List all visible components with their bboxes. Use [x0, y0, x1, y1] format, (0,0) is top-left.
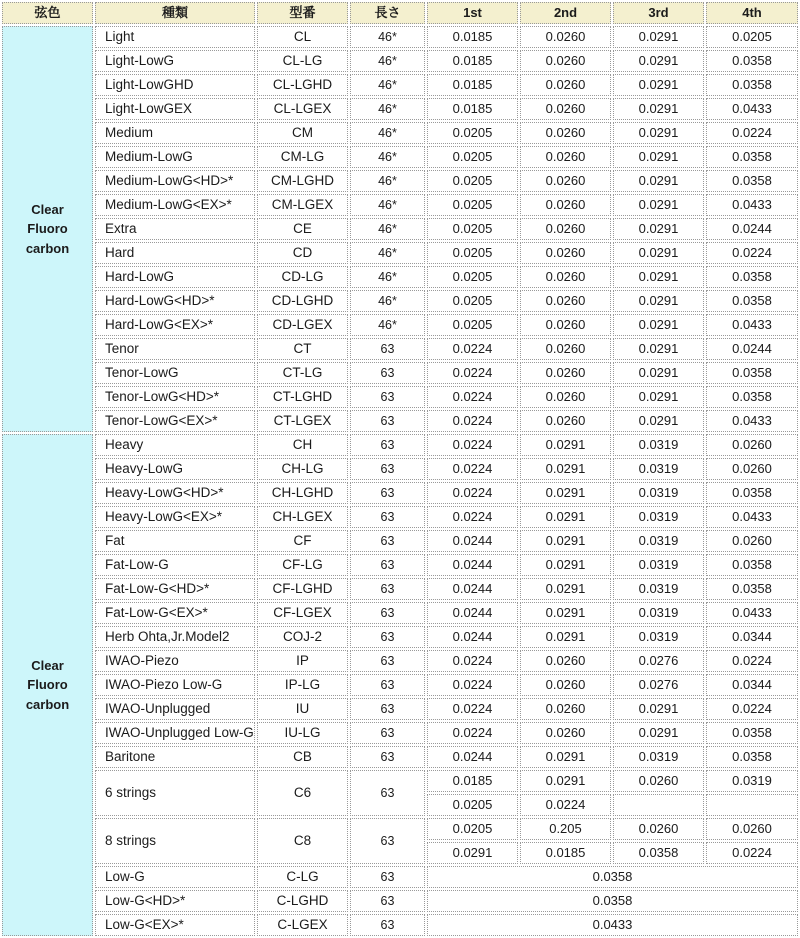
gauge-value-cell: 0.0260 — [520, 242, 611, 264]
gauge-value-cell: 0.0224 — [706, 242, 798, 264]
gauge-value-cell: 0.0205 — [427, 266, 518, 288]
table-row — [2, 362, 798, 384]
gauge-value-cell: 0.0319 — [613, 626, 704, 648]
gauge-value-cell: 0.0260 — [520, 146, 611, 168]
type-cell: 8 strings — [95, 818, 255, 864]
table-row — [2, 194, 798, 216]
gauge-value-cell: 0.0291 — [520, 458, 611, 480]
gauge-value-cell: 0.0205 — [706, 26, 798, 48]
gauge-value-cell: 0.0260 — [520, 698, 611, 720]
model-cell: CF-LGEX — [257, 602, 348, 624]
gauge-value-cell: 0.0291 — [613, 386, 704, 408]
length-cell: 46* — [350, 218, 425, 240]
table-row — [2, 218, 798, 240]
gauge-value-cell: 0.0205 — [427, 818, 518, 840]
model-cell: CH-LGEX — [257, 506, 348, 528]
table-row — [2, 722, 798, 744]
model-cell: CL-LG — [257, 50, 348, 72]
type-cell: Medium-LowG<HD>* — [95, 170, 255, 192]
gauge-value-cell: 0.0291 — [613, 122, 704, 144]
gauge-value-cell: 0.0260 — [520, 50, 611, 72]
gauge-value-cell: 0.0260 — [520, 74, 611, 96]
gauge-value-cell: 0.0185 — [427, 770, 518, 792]
model-cell: IU-LG — [257, 722, 348, 744]
gauge-value-cell: 0.0260 — [520, 362, 611, 384]
type-cell: Light-LowGEX — [95, 98, 255, 120]
length-cell: 63 — [350, 554, 425, 576]
length-cell: 63 — [350, 458, 425, 480]
table-row — [2, 242, 798, 264]
type-cell: Heavy-LowG — [95, 458, 255, 480]
gauge-value-cell: 0.0358 — [427, 866, 798, 888]
gauge-value-cell: 0.0291 — [613, 290, 704, 312]
type-cell: Hard-LowG<EX>* — [95, 314, 255, 336]
length-cell: 46* — [350, 146, 425, 168]
gauge-value-cell: 0.0205 — [427, 146, 518, 168]
type-cell: Fat — [95, 530, 255, 552]
column-header: 3rd — [613, 2, 704, 24]
length-cell: 46* — [350, 74, 425, 96]
model-cell: CL-LGEX — [257, 98, 348, 120]
length-cell: 63 — [350, 818, 425, 864]
gauge-value-cell: 0.0260 — [613, 770, 704, 792]
model-cell: CT — [257, 338, 348, 360]
gauge-value-cell: 0.0205 — [427, 794, 518, 816]
gauge-value-cell: 0.0224 — [427, 722, 518, 744]
model-cell: IP — [257, 650, 348, 672]
gauge-value-cell: 0.0224 — [427, 674, 518, 696]
type-cell: Baritone — [95, 746, 255, 768]
length-cell: 63 — [350, 914, 425, 936]
gauge-value-cell: 0.0291 — [520, 746, 611, 768]
length-cell: 63 — [350, 506, 425, 528]
gauge-value-cell: 0.0224 — [427, 434, 518, 456]
length-cell: 46* — [350, 266, 425, 288]
gauge-value-cell: 0.0358 — [706, 578, 798, 600]
gauge-value-cell: 0.0291 — [520, 578, 611, 600]
column-header: 長さ — [350, 2, 425, 24]
model-cell: C6 — [257, 770, 348, 816]
length-cell: 63 — [350, 698, 425, 720]
column-header: 4th — [706, 2, 798, 24]
table-row — [2, 98, 798, 120]
gauge-value-cell: 0.0224 — [427, 458, 518, 480]
table-row — [2, 698, 798, 720]
type-cell: IWAO-Unplugged — [95, 698, 255, 720]
gauge-value-cell: 0.0224 — [427, 386, 518, 408]
length-cell: 63 — [350, 746, 425, 768]
gauge-value-cell: 0.0319 — [613, 458, 704, 480]
length-cell: 63 — [350, 866, 425, 888]
gauge-value-cell: 0.0260 — [520, 122, 611, 144]
type-cell: Tenor-LowG — [95, 362, 255, 384]
gauge-value-cell: 0.0291 — [613, 74, 704, 96]
gauge-value-cell: 0.0205 — [427, 218, 518, 240]
gauge-value-cell: 0.0260 — [706, 434, 798, 456]
type-cell: Fat-Low-G — [95, 554, 255, 576]
gauge-value-cell: 0.0433 — [706, 98, 798, 120]
gauge-value-cell: 0.0185 — [427, 50, 518, 72]
table-row — [2, 458, 798, 480]
gauge-value-cell: 0.0260 — [706, 458, 798, 480]
gauge-value-cell: 0.0244 — [427, 602, 518, 624]
gauge-value-cell: 0.0185 — [520, 842, 611, 864]
length-cell: 46* — [350, 170, 425, 192]
table-row — [2, 410, 798, 432]
gauge-value-cell: 0.0260 — [520, 194, 611, 216]
gauge-value-cell: 0.0244 — [427, 578, 518, 600]
gauge-value-cell: 0.0224 — [427, 362, 518, 384]
gauge-value-cell: 0.0185 — [427, 98, 518, 120]
table-row — [2, 674, 798, 696]
model-cell: CD — [257, 242, 348, 264]
table-row — [2, 578, 798, 600]
gauge-value-cell: 0.0244 — [427, 626, 518, 648]
gauge-value-cell: 0.0260 — [520, 722, 611, 744]
model-cell: COJ-2 — [257, 626, 348, 648]
length-cell: 63 — [350, 722, 425, 744]
type-cell: Low-G<EX>* — [95, 914, 255, 936]
gauge-value-cell: 0.0244 — [427, 530, 518, 552]
gauge-value-cell: 0.0358 — [706, 266, 798, 288]
gauge-value-cell: 0.0319 — [613, 602, 704, 624]
gauge-value-cell: 0.0260 — [520, 386, 611, 408]
gauge-value-cell: 0.0319 — [613, 746, 704, 768]
gauge-value-cell: 0.0244 — [706, 218, 798, 240]
gauge-value-cell: 0.0291 — [520, 506, 611, 528]
gauge-value-cell: 0.0205 — [427, 170, 518, 192]
gauge-value-cell: 0.0224 — [427, 506, 518, 528]
gauge-value-cell: 0.0319 — [613, 506, 704, 528]
model-cell: CF-LG — [257, 554, 348, 576]
gauge-value-cell: 0.0244 — [706, 338, 798, 360]
model-cell: CM-LGEX — [257, 194, 348, 216]
type-cell: Hard-LowG<HD>* — [95, 290, 255, 312]
table-row — [2, 170, 798, 192]
gauge-value-cell — [613, 794, 704, 816]
type-cell: Fat-Low-G<EX>* — [95, 602, 255, 624]
type-cell: Tenor — [95, 338, 255, 360]
table-row — [2, 434, 798, 456]
table-body — [2, 2, 798, 936]
length-cell: 63 — [350, 578, 425, 600]
gauge-value-cell: 0.0433 — [706, 506, 798, 528]
group-label-cell: Clear Fluoro carbon — [2, 434, 93, 936]
gauge-value-cell: 0.0291 — [613, 218, 704, 240]
gauge-value-cell: 0.0276 — [613, 650, 704, 672]
model-cell: CH — [257, 434, 348, 456]
type-cell: Medium-LowG<EX>* — [95, 194, 255, 216]
table-row — [2, 914, 798, 936]
length-cell: 63 — [350, 338, 425, 360]
gauge-value-cell: 0.0433 — [427, 914, 798, 936]
gauge-value-cell: 0.0358 — [706, 482, 798, 504]
table-row — [2, 386, 798, 408]
type-cell: Medium — [95, 122, 255, 144]
gauge-value-cell: 0.0291 — [613, 338, 704, 360]
gauge-value-cell: 0.0224 — [427, 698, 518, 720]
type-cell: Heavy-LowG<HD>* — [95, 482, 255, 504]
gauge-value-cell: 0.0260 — [520, 410, 611, 432]
length-cell: 63 — [350, 626, 425, 648]
gauge-value-cell: 0.0291 — [613, 698, 704, 720]
gauge-value-cell: 0.0319 — [613, 530, 704, 552]
gauge-value-cell: 0.0291 — [613, 50, 704, 72]
type-cell: Tenor-LowG<HD>* — [95, 386, 255, 408]
gauge-value-cell: 0.0291 — [613, 194, 704, 216]
gauge-value-cell: 0.0224 — [706, 698, 798, 720]
type-cell: IWAO-Unplugged Low-G — [95, 722, 255, 744]
table-row — [2, 506, 798, 528]
group-label-cell: Clear Fluoro carbon — [2, 26, 93, 432]
length-cell: 63 — [350, 410, 425, 432]
gauge-value-cell: 0.0358 — [706, 50, 798, 72]
model-cell: C-LGHD — [257, 890, 348, 912]
gauge-value-cell: 0.0260 — [520, 98, 611, 120]
model-cell: CB — [257, 746, 348, 768]
model-cell: CF-LGHD — [257, 578, 348, 600]
gauge-value-cell: 0.0291 — [613, 242, 704, 264]
table-row — [2, 122, 798, 144]
table-row — [2, 482, 798, 504]
length-cell: 63 — [350, 434, 425, 456]
gauge-value-cell: 0.0291 — [613, 170, 704, 192]
gauge-value-cell — [706, 794, 798, 816]
table-row — [2, 26, 798, 48]
gauge-value-cell: 0.0291 — [613, 98, 704, 120]
gauge-value-cell: 0.0224 — [706, 650, 798, 672]
length-cell: 63 — [350, 890, 425, 912]
length-cell: 46* — [350, 290, 425, 312]
type-cell: Hard-LowG — [95, 266, 255, 288]
length-cell: 63 — [350, 482, 425, 504]
table-row — [2, 650, 798, 672]
table-row — [2, 626, 798, 648]
gauge-value-cell: 0.0358 — [706, 554, 798, 576]
length-cell: 46* — [350, 242, 425, 264]
gauge-value-cell: 0.0260 — [613, 818, 704, 840]
gauge-value-cell: 0.0276 — [613, 674, 704, 696]
gauge-value-cell: 0.0433 — [706, 194, 798, 216]
gauge-value-cell: 0.0358 — [706, 722, 798, 744]
gauge-value-cell: 0.0433 — [706, 410, 798, 432]
model-cell: CE — [257, 218, 348, 240]
gauge-value-cell: 0.0224 — [706, 842, 798, 864]
model-cell: CD-LG — [257, 266, 348, 288]
gauge-value-cell: 0.0291 — [613, 266, 704, 288]
type-cell: Tenor-LowG<EX>* — [95, 410, 255, 432]
model-cell: CT-LG — [257, 362, 348, 384]
type-cell: Low-G — [95, 866, 255, 888]
length-cell: 63 — [350, 362, 425, 384]
model-cell: CH-LGHD — [257, 482, 348, 504]
gauge-value-cell: 0.0224 — [427, 338, 518, 360]
table-row — [2, 290, 798, 312]
type-cell: Extra — [95, 218, 255, 240]
table-row — [2, 818, 798, 840]
type-cell: Light-LowGHD — [95, 74, 255, 96]
gauge-value-cell: 0.0319 — [613, 434, 704, 456]
gauge-value-cell: 0.0260 — [520, 290, 611, 312]
gauge-value-cell: 0.0260 — [520, 266, 611, 288]
gauge-value-cell: 0.0205 — [427, 122, 518, 144]
gauge-value-cell: 0.0224 — [427, 482, 518, 504]
model-cell: CL-LGHD — [257, 74, 348, 96]
type-cell: Hard — [95, 242, 255, 264]
length-cell: 46* — [350, 122, 425, 144]
gauge-value-cell: 0.0344 — [706, 674, 798, 696]
gauge-value-cell: 0.0205 — [427, 242, 518, 264]
model-cell: CH-LG — [257, 458, 348, 480]
type-cell: Low-G<HD>* — [95, 890, 255, 912]
table-row — [2, 890, 798, 912]
model-cell: IP-LG — [257, 674, 348, 696]
model-cell: CM-LGHD — [257, 170, 348, 192]
length-cell: 46* — [350, 194, 425, 216]
type-cell: IWAO-Piezo Low-G — [95, 674, 255, 696]
gauge-value-cell: 0.0260 — [520, 650, 611, 672]
gauge-value-cell: 0.0244 — [427, 746, 518, 768]
gauge-value-cell: 0.0358 — [706, 146, 798, 168]
length-cell: 63 — [350, 386, 425, 408]
gauge-value-cell: 0.0358 — [706, 386, 798, 408]
type-cell: Light — [95, 26, 255, 48]
gauge-value-cell: 0.0291 — [427, 842, 518, 864]
gauge-value-cell: 0.0224 — [427, 410, 518, 432]
gauge-value-cell: 0.0291 — [613, 26, 704, 48]
gauge-value-cell: 0.0224 — [427, 650, 518, 672]
type-cell: Fat-Low-G<HD>* — [95, 578, 255, 600]
table-row — [2, 602, 798, 624]
gauge-value-cell: 0.0205 — [427, 194, 518, 216]
gauge-value-cell: 0.0291 — [613, 722, 704, 744]
gauge-value-cell: 0.0291 — [520, 554, 611, 576]
gauge-value-cell: 0.0344 — [706, 626, 798, 648]
gauge-value-cell: 0.0185 — [427, 26, 518, 48]
gauge-value-cell: 0.0291 — [520, 482, 611, 504]
length-cell: 63 — [350, 650, 425, 672]
type-cell: Herb Ohta,Jr.Model2 — [95, 626, 255, 648]
gauge-value-cell: 0.0319 — [613, 554, 704, 576]
gauge-value-cell: 0.0244 — [427, 554, 518, 576]
model-cell: C8 — [257, 818, 348, 864]
gauge-value-cell: 0.0358 — [706, 746, 798, 768]
gauge-value-cell: 0.0358 — [706, 170, 798, 192]
table-row — [2, 74, 798, 96]
gauge-value-cell: 0.0358 — [427, 890, 798, 912]
gauge-value-cell: 0.0291 — [613, 314, 704, 336]
model-cell: C-LGEX — [257, 914, 348, 936]
length-cell: 46* — [350, 98, 425, 120]
type-cell: IWAO-Piezo — [95, 650, 255, 672]
model-cell: CF — [257, 530, 348, 552]
table-row — [2, 554, 798, 576]
gauge-value-cell: 0.0260 — [520, 26, 611, 48]
gauge-value-cell: 0.0358 — [706, 290, 798, 312]
type-cell: Heavy-LowG<EX>* — [95, 506, 255, 528]
type-cell: 6 strings — [95, 770, 255, 816]
gauge-value-cell: 0.0319 — [613, 482, 704, 504]
gauge-value-cell: 0.0358 — [613, 842, 704, 864]
gauge-value-cell: 0.0358 — [706, 74, 798, 96]
length-cell: 63 — [350, 530, 425, 552]
gauge-value-cell: 0.0185 — [427, 74, 518, 96]
table-row — [2, 530, 798, 552]
length-cell: 46* — [350, 50, 425, 72]
model-cell: CT-LGHD — [257, 386, 348, 408]
gauge-value-cell: 0.0260 — [520, 170, 611, 192]
gauge-value-cell: 0.0260 — [520, 674, 611, 696]
gauge-value-cell: 0.0291 — [613, 410, 704, 432]
length-cell: 63 — [350, 602, 425, 624]
table-row — [2, 770, 798, 792]
gauge-value-cell: 0.0224 — [706, 122, 798, 144]
table-row — [2, 146, 798, 168]
model-cell: CD-LGHD — [257, 290, 348, 312]
gauge-value-cell: 0.0291 — [520, 626, 611, 648]
model-cell: CM — [257, 122, 348, 144]
column-header: 2nd — [520, 2, 611, 24]
length-cell: 63 — [350, 674, 425, 696]
gauge-value-cell: 0.0260 — [520, 314, 611, 336]
table-row — [2, 50, 798, 72]
table-row — [2, 266, 798, 288]
type-cell: Medium-LowG — [95, 146, 255, 168]
gauge-value-cell: 0.0260 — [520, 338, 611, 360]
gauge-value-cell: 0.0205 — [427, 290, 518, 312]
gauge-value-cell: 0.0358 — [706, 362, 798, 384]
type-cell: Light-LowG — [95, 50, 255, 72]
model-cell: CD-LGEX — [257, 314, 348, 336]
model-cell: C-LG — [257, 866, 348, 888]
gauge-value-cell: 0.0260 — [706, 530, 798, 552]
column-header: 弦色 — [2, 2, 93, 24]
model-cell: IU — [257, 698, 348, 720]
gauge-value-cell: 0.0433 — [706, 602, 798, 624]
column-header: 型番 — [257, 2, 348, 24]
gauge-value-cell: 0.205 — [520, 818, 611, 840]
table-row — [2, 866, 798, 888]
table-row — [2, 314, 798, 336]
gauge-value-cell: 0.0260 — [706, 818, 798, 840]
type-cell: Heavy — [95, 434, 255, 456]
length-cell: 63 — [350, 770, 425, 816]
table-row — [2, 746, 798, 768]
column-header: 種類 — [95, 2, 255, 24]
table-row — [2, 338, 798, 360]
gauge-value-cell: 0.0260 — [520, 218, 611, 240]
gauge-value-cell: 0.0291 — [520, 434, 611, 456]
gauge-value-cell: 0.0291 — [613, 362, 704, 384]
column-header: 1st — [427, 2, 518, 24]
length-cell: 46* — [350, 314, 425, 336]
gauge-value-cell: 0.0319 — [706, 770, 798, 792]
gauge-value-cell: 0.0319 — [613, 578, 704, 600]
model-cell: CL — [257, 26, 348, 48]
model-cell: CT-LGEX — [257, 410, 348, 432]
model-cell: CM-LG — [257, 146, 348, 168]
gauge-value-cell: 0.0291 — [613, 146, 704, 168]
gauge-value-cell: 0.0205 — [427, 314, 518, 336]
gauge-value-cell: 0.0291 — [520, 602, 611, 624]
gauge-value-cell: 0.0291 — [520, 530, 611, 552]
length-cell: 46* — [350, 26, 425, 48]
header-row — [2, 2, 798, 24]
gauge-value-cell: 0.0291 — [520, 770, 611, 792]
gauge-value-cell: 0.0433 — [706, 314, 798, 336]
gauge-value-cell: 0.0224 — [520, 794, 611, 816]
